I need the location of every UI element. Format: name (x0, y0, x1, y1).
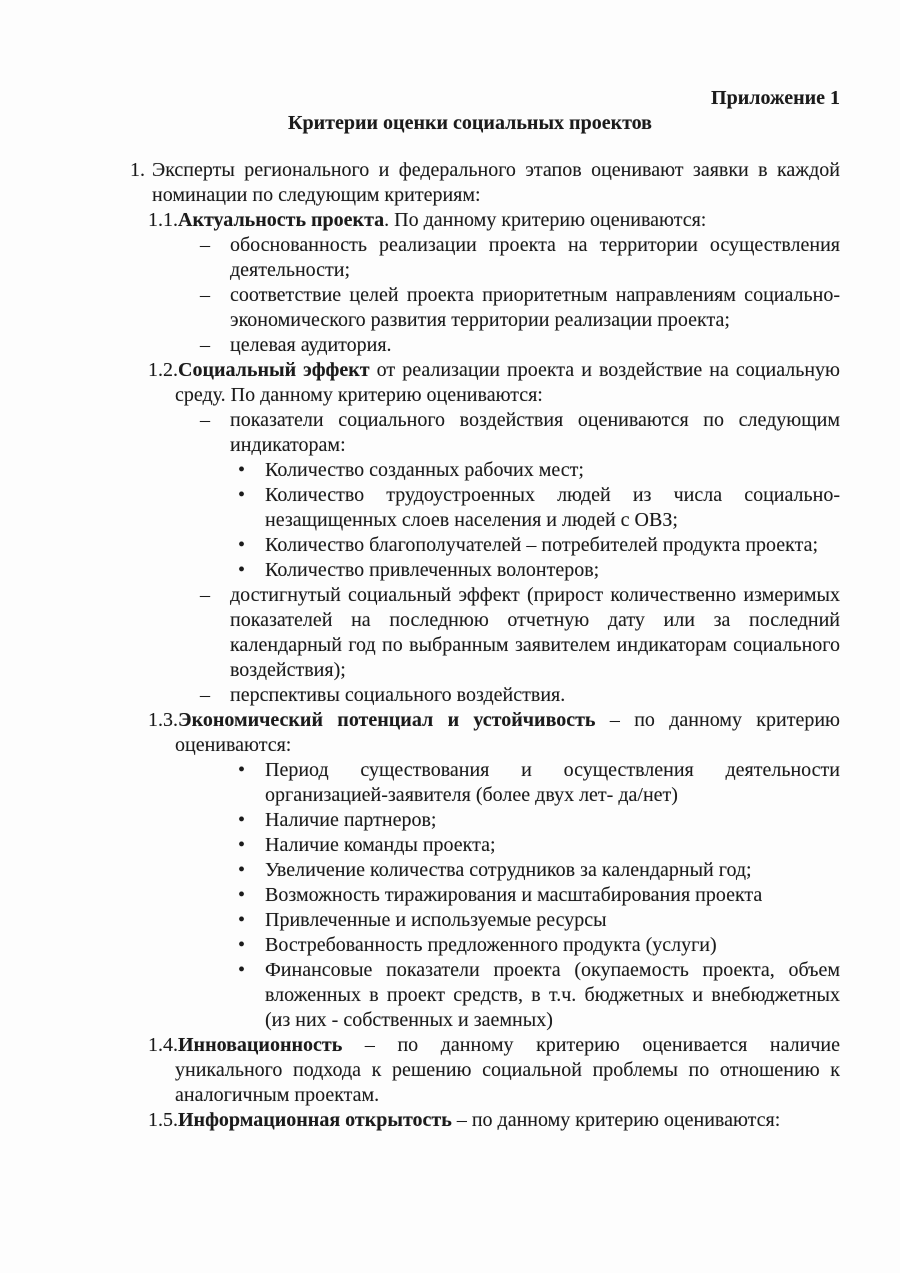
section-number: 1.2. (148, 359, 178, 381)
bullet-marker-icon: • (238, 884, 246, 906)
section-title: Инновационность (178, 1034, 343, 1056)
bullet-item-text: Наличие партнеров; (265, 809, 437, 831)
dash-item-text: соответствие целей проекта приоритетным направлениям социально-экономического развития территории реализации проекта; (230, 284, 840, 331)
section-text: от реализации проекта и воздействие на социальную среду. По данному критерию оцениваются: (175, 359, 840, 406)
bullet-marker-icon: • (238, 759, 246, 781)
dash-item-text: достигнутый социальный эффект (прирост количественно измеримых показателей на последнюю отчетную дату или за последний календарный год по выбранным заявителем индикаторам социального воздействия); (230, 584, 840, 681)
bullet-item (100, 958, 840, 1033)
section-title: Социальный эффект (178, 359, 370, 381)
section-number: 1.1. (148, 209, 178, 231)
section-number: 1.5. (148, 1109, 178, 1131)
bullet-marker-icon: • (238, 559, 246, 581)
bullet-item (100, 458, 840, 483)
dash-marker-icon: – (200, 334, 210, 356)
bullet-marker-icon: • (238, 459, 246, 481)
bullet-item (100, 808, 840, 833)
dash-item (100, 583, 840, 683)
list-number: 1. (130, 159, 145, 181)
bullet-item-text: Количество созданных рабочих мест; (265, 459, 584, 481)
section-text: – по данному критерию оцениваются: (451, 1109, 781, 1131)
section-number: 1.3. (148, 709, 178, 731)
bullet-item-text: Количество привлеченных волонтеров; (265, 559, 600, 581)
bullet-item (100, 558, 840, 583)
bullet-item-text: Привлеченные и используемые ресурсы (265, 909, 607, 931)
dash-item-text: перспективы социального воздействия. (230, 684, 566, 706)
bullet-item (100, 833, 840, 858)
section-heading-1-2 (100, 358, 840, 408)
section-title: Экономический потенциал и устойчивость (178, 709, 596, 731)
bullet-item-text: Возможность тиражирования и масштабирования проекта (265, 884, 763, 906)
dash-marker-icon: – (200, 284, 210, 306)
bullet-marker-icon: • (238, 484, 246, 506)
dash-item-text: целевая аудитория. (230, 334, 392, 356)
dash-item-text: показатели социального воздействия оцениваются по следующим индикаторам: (230, 409, 840, 456)
bullet-marker-icon: • (238, 534, 246, 556)
dash-marker-icon: – (200, 584, 210, 606)
section-heading-1-1 (100, 208, 840, 233)
appendix-label: Приложение 1 (711, 87, 840, 109)
bullet-item-text: Период существования и осуществления деятельности организацией-заявителя (более двух лет- да/нет) (265, 759, 840, 806)
section-text: . По данному критерию оцениваются: (384, 209, 707, 231)
bullet-marker-icon: • (238, 859, 246, 881)
bullet-item (100, 483, 840, 533)
bullet-item (100, 858, 840, 883)
bullet-item-text: Увеличение количества сотрудников за календарный год; (265, 859, 752, 881)
bullet-item (100, 758, 840, 808)
bullet-marker-icon: • (238, 909, 246, 931)
dash-item (100, 233, 840, 283)
dash-marker-icon: – (200, 409, 210, 431)
section-heading-1-4 (100, 1033, 840, 1108)
bullet-item (100, 533, 840, 558)
dash-item (100, 408, 840, 458)
bullet-item (100, 883, 840, 908)
dash-item (100, 683, 840, 708)
dash-item (100, 333, 840, 358)
intro-text: Эксперты регионального и федерального этапов оценивают заявки в каждой номинации по следующим критериям: (152, 159, 840, 206)
dash-item-text: обоснованность реализации проекта на территории осуществления деятельности; (230, 234, 840, 281)
section-text: – по данному критерию оцениваются: (175, 709, 840, 756)
page-title: Критерии оценки социальных проектов (288, 112, 652, 134)
bullet-item-text: Количество благополучателей – потребителей продукта проекта; (265, 534, 819, 556)
bullet-marker-icon: • (238, 934, 246, 956)
bullet-item-text: Количество трудоустроенных людей из числа социально-незащищенных слоев населения и людей с ОВЗ; (265, 484, 840, 531)
bullet-marker-icon: • (238, 834, 246, 856)
bullet-marker-icon: • (238, 809, 246, 831)
dash-item (100, 283, 840, 333)
section-text: – по данному критерию оценивается наличие уникального подхода к решению социальной проблемы по отношению к аналогичным проектам. (175, 1034, 840, 1106)
bullet-item (100, 933, 840, 958)
intro-paragraph (100, 158, 840, 208)
dash-marker-icon: – (200, 234, 210, 256)
bullet-item (100, 908, 840, 933)
section-heading-1-5 (100, 1108, 840, 1133)
bullet-marker-icon: • (238, 959, 246, 981)
bullet-item-text: Наличие команды проекта; (265, 834, 496, 856)
section-title: Актуальность проекта (178, 209, 385, 231)
section-number: 1.4. (148, 1034, 178, 1056)
section-heading-1-3 (100, 708, 840, 758)
document-body (100, 158, 840, 1133)
dash-marker-icon: – (200, 684, 210, 706)
bullet-item-text: Востребованность предложенного продукта (услуги) (265, 934, 717, 956)
section-title: Информационная открытость (178, 1109, 452, 1131)
bullet-item-text: Финансовые показатели проекта (окупаемость проекта, объем вложенных в проект средств, в т.ч. бюджетных и внебюджетных (из них - собственных и заемных) (265, 959, 840, 1031)
